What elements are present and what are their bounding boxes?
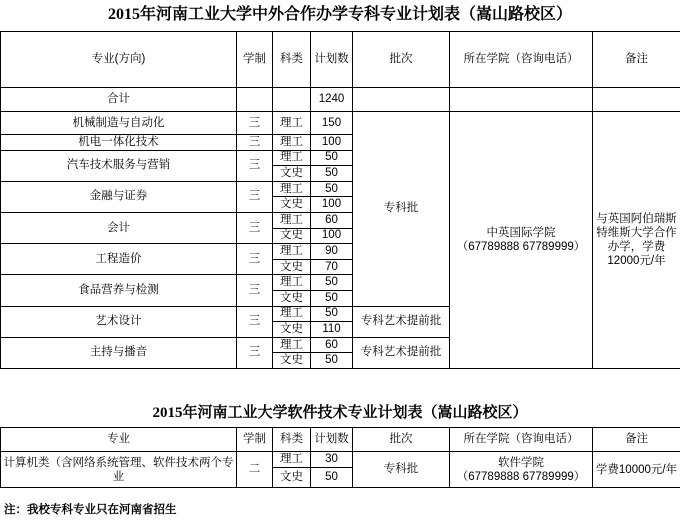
total-years <box>237 88 273 112</box>
major-category: 文史 <box>273 197 311 213</box>
software-college-name: 软件学院 <box>498 456 544 469</box>
major-category: 理工 <box>273 337 311 353</box>
major-plan: 60 <box>311 212 353 228</box>
major-name: 会计 <box>1 212 237 243</box>
software-major: 计算机类（含网络系统管理、软件技术两个专业 <box>1 452 237 488</box>
header-plan: 计划数 <box>311 32 353 88</box>
header2-years: 学制 <box>237 428 273 452</box>
major-name: 金融与证券 <box>1 181 237 212</box>
batch-art-design: 专科艺术提前批 <box>353 306 450 337</box>
major-category: 理工 <box>273 150 311 166</box>
major-category: 文史 <box>273 322 311 338</box>
software-college-cell <box>450 452 593 488</box>
major-category: 文史 <box>273 259 311 275</box>
header-batch: 批次 <box>353 32 450 88</box>
header2-remarks: 备注 <box>593 428 680 452</box>
major-category: 文史 <box>273 290 311 306</box>
major-plan: 100 <box>311 135 353 151</box>
header-college: 所在学院（咨询电话） <box>450 32 593 88</box>
header2-major: 专业 <box>1 428 237 452</box>
major-years: 三 <box>237 181 273 212</box>
software-category: 文史 <box>273 468 311 488</box>
major-name: 工程造价 <box>1 244 237 275</box>
header-category: 科类 <box>273 32 311 88</box>
major-category: 理工 <box>273 112 311 135</box>
software-plan: 50 <box>311 468 353 488</box>
major-years: 三 <box>237 212 273 243</box>
footnote: 注：我校专科专业只在河南省招生 <box>4 504 177 516</box>
table2-title: 2015年河南工业大学软件技术专业计划表（嵩山路校区） <box>152 405 528 421</box>
total-batch <box>353 88 450 112</box>
college-name: 中英国际学院 <box>486 226 556 239</box>
software-years: 二 <box>237 452 273 488</box>
major-category: 文史 <box>273 228 311 244</box>
major-name: 艺术设计 <box>1 306 237 337</box>
major-plan: 50 <box>311 306 353 322</box>
major-plan: 60 <box>311 337 353 353</box>
header2-batch: 批次 <box>353 428 450 452</box>
software-batch: 专科批 <box>353 452 450 488</box>
major-category: 理工 <box>273 275 311 291</box>
major-name: 汽车技术服务与营销 <box>1 150 237 181</box>
major-years: 三 <box>237 150 273 181</box>
table1-title: 2015年河南工业大学中外合作办学专科专业计划表（嵩山路校区） <box>107 6 572 23</box>
major-plan: 50 <box>311 181 353 197</box>
major-plan: 100 <box>311 197 353 213</box>
total-category <box>273 88 311 112</box>
major-plan: 50 <box>311 166 353 182</box>
header-years: 学制 <box>237 32 273 88</box>
total-remarks <box>593 88 680 112</box>
major-category: 理工 <box>273 181 311 197</box>
major-name: 机械制造与自动化 <box>1 112 237 135</box>
major-category: 理工 <box>273 306 311 322</box>
remarks-cell: 与英国阿伯瑞斯特维斯大学合作办学，学费12000元/年 <box>593 112 680 369</box>
total-label: 合计 <box>1 88 237 112</box>
major-category: 文史 <box>273 166 311 182</box>
major-category: 理工 <box>273 212 311 228</box>
college-phone: （67789888 67789999） <box>456 240 586 253</box>
major-years: 三 <box>237 275 273 306</box>
major-plan: 70 <box>311 259 353 275</box>
major-plan: 50 <box>311 150 353 166</box>
college-cell <box>450 112 593 369</box>
header2-plan: 计划数 <box>311 428 353 452</box>
major-years: 三 <box>237 244 273 275</box>
software-plan: 30 <box>311 452 353 468</box>
header2-college: 所在学院（咨询电话） <box>450 428 593 452</box>
major-category: 理工 <box>273 244 311 260</box>
major-plan: 150 <box>311 112 353 135</box>
major-plan: 100 <box>311 228 353 244</box>
header2-category: 科类 <box>273 428 311 452</box>
major-name: 主持与播音 <box>1 337 237 368</box>
plan-table-software <box>0 427 680 488</box>
major-plan: 110 <box>311 322 353 338</box>
software-college-phone: （67789888 67789999） <box>456 470 586 483</box>
batch-main: 专科批 <box>353 112 450 307</box>
major-years: 三 <box>237 112 273 135</box>
major-plan: 50 <box>311 290 353 306</box>
major-name: 机电一体化技术 <box>1 135 237 151</box>
total-college <box>450 88 593 112</box>
major-plan: 50 <box>311 275 353 291</box>
plan-table-sino-foreign <box>0 31 680 369</box>
major-years: 三 <box>237 306 273 337</box>
total-plan: 1240 <box>311 88 353 112</box>
software-category: 理工 <box>273 452 311 468</box>
major-plan: 90 <box>311 244 353 260</box>
header-remarks: 备注 <box>593 32 680 88</box>
header-major: 专业(方向) <box>1 32 237 88</box>
major-years: 三 <box>237 135 273 151</box>
major-years: 三 <box>237 337 273 368</box>
software-remarks: 学费10000元/年 <box>593 452 680 488</box>
major-category: 理工 <box>273 135 311 151</box>
major-plan: 50 <box>311 353 353 369</box>
batch-art-host: 专科艺术提前批 <box>353 337 450 368</box>
major-name: 食品营养与检测 <box>1 275 237 306</box>
major-category: 文史 <box>273 353 311 369</box>
